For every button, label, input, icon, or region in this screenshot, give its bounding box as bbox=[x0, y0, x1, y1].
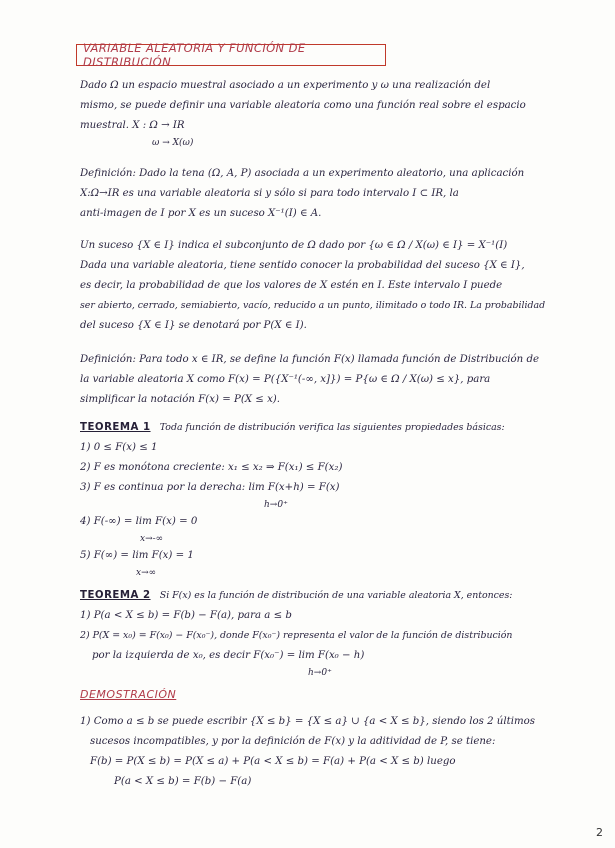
definition-distribution-function bbox=[80, 350, 550, 410]
theorem-1-item: 5) F(∞) = lim F(x) = 1 bbox=[80, 550, 194, 561]
theorem-2-statement: Si F(x) es la función de distribución de una variable aleatoria X, entonces: bbox=[159, 590, 513, 601]
text-line: ser abierto, cerrado, semiabierto, vacío, reducido a un punto, ilimitado o todo IR. La probabilidad bbox=[80, 300, 546, 311]
page-number: 2 bbox=[596, 826, 603, 839]
theorem-1-subscript: h→0⁺ bbox=[264, 500, 288, 510]
theorem-1-statement: Toda función de distribución verifica las siguientes propiedades básicas: bbox=[159, 422, 505, 433]
text-line: Dado Ω un espacio muestral asociado a un experimento y ω una realización del bbox=[80, 80, 491, 91]
theorem-2-item: 1) P(a < X ≤ b) = F(b) − F(a), para a ≤ b bbox=[80, 610, 292, 621]
text-line: mismo, se puede definir una variable aleatoria como una función real sobre el espacio bbox=[80, 100, 526, 111]
theorem-2-heading: TEOREMA 2 bbox=[80, 590, 151, 601]
text-line: Dada una variable aleatoria, tiene sentido conocer la probabilidad del suceso {X ∈ I}, bbox=[80, 260, 525, 271]
text-line: anti-imagen de I por X es un suceso X⁻¹(I) ∈ A. bbox=[80, 208, 322, 219]
proof-line: sucesos incompatibles, y por la definición de F(x) y la aditividad de P, se tiene: bbox=[90, 736, 496, 747]
theorem-2-subscript: h→0⁺ bbox=[308, 668, 332, 678]
theorem-1-subscript: x→-∞ bbox=[140, 534, 164, 544]
proof-line: 1) Como a ≤ b se puede escribir {X ≤ b} = {X ≤ a} ∪ {a < X ≤ b}, siendo los 2 últimos bbox=[80, 716, 536, 727]
theorem-1-item: 2) F es monótona creciente: x₁ ≤ x₂ ⇒ F(x₁) ≤ F(x₂) bbox=[80, 462, 343, 473]
text-line: Definición: Dado la tena (Ω, A, P) asociada a un experimento aleatorio, una aplicación bbox=[80, 168, 525, 179]
event-paragraph bbox=[80, 236, 550, 336]
theorem-2-item: 2) P(X = x₀) = F(x₀) − F(x₀⁻), donde F(x₀⁻) representa el valor de la función de distribución bbox=[80, 630, 513, 641]
text-line: Definición: Para todo x ∈ IR, se define la función F(x) llamada función de Distribución de bbox=[80, 354, 540, 365]
text-line: del suceso {X ∈ I} se denotará por P(X ∈ I). bbox=[80, 320, 307, 331]
proof-body bbox=[80, 712, 550, 792]
theorem-1 bbox=[80, 418, 550, 580]
proof-heading: DEMOSTRACIÓN bbox=[80, 688, 177, 701]
theorem-1-item: 3) F es continua por la derecha: lim F(x+h) = F(x) bbox=[80, 482, 340, 493]
theorem-1-subscript: x→∞ bbox=[136, 568, 157, 578]
text-line: Un suceso {X ∈ I} indica el subconjunto de Ω dado por {ω ∈ Ω / X(ω) ∈ I} = X⁻¹(I) bbox=[80, 240, 508, 251]
text-line: la variable aleatoria X como F(x) = P({X⁻¹(-∞, x]}) = P{ω ∈ Ω / X(ω) ≤ x}, para bbox=[80, 374, 491, 385]
text-line: simplificar la notación F(x) = P(X ≤ x). bbox=[80, 394, 281, 405]
page-title: VARIABLE ALEATORIA Y FUNCIÓN DE DISTRIBUCIÓN bbox=[76, 44, 386, 66]
text-line: muestral. X : Ω → IR bbox=[80, 120, 185, 131]
intro-paragraph bbox=[80, 76, 550, 150]
theorem-2-item: por la izquierda de x₀, es decir F(x₀⁻) = lim F(x₀ − h) bbox=[92, 650, 365, 661]
theorem-1-heading: TEOREMA 1 bbox=[80, 422, 151, 433]
proof-line: F(b) = P(X ≤ b) = P(X ≤ a) + P(a < X ≤ b) = F(a) + P(a < X ≤ b) luego bbox=[90, 756, 456, 767]
proof-line: P(a < X ≤ b) = F(b) − F(a) bbox=[114, 776, 252, 787]
text-line: es decir, la probabilidad de que los valores de X estén en I. Este intervalo I puede bbox=[80, 280, 503, 291]
definition-random-variable bbox=[80, 164, 550, 224]
theorem-1-item: 4) F(-∞) = lim F(x) = 0 bbox=[80, 516, 198, 527]
text-line: ω → X(ω) bbox=[152, 138, 194, 148]
text-line: X:Ω→IR es una variable aleatoria si y sólo si para todo intervalo I ⊂ IR, la bbox=[80, 188, 459, 199]
theorem-2 bbox=[80, 586, 550, 680]
theorem-1-item: 1) 0 ≤ F(x) ≤ 1 bbox=[80, 442, 158, 453]
